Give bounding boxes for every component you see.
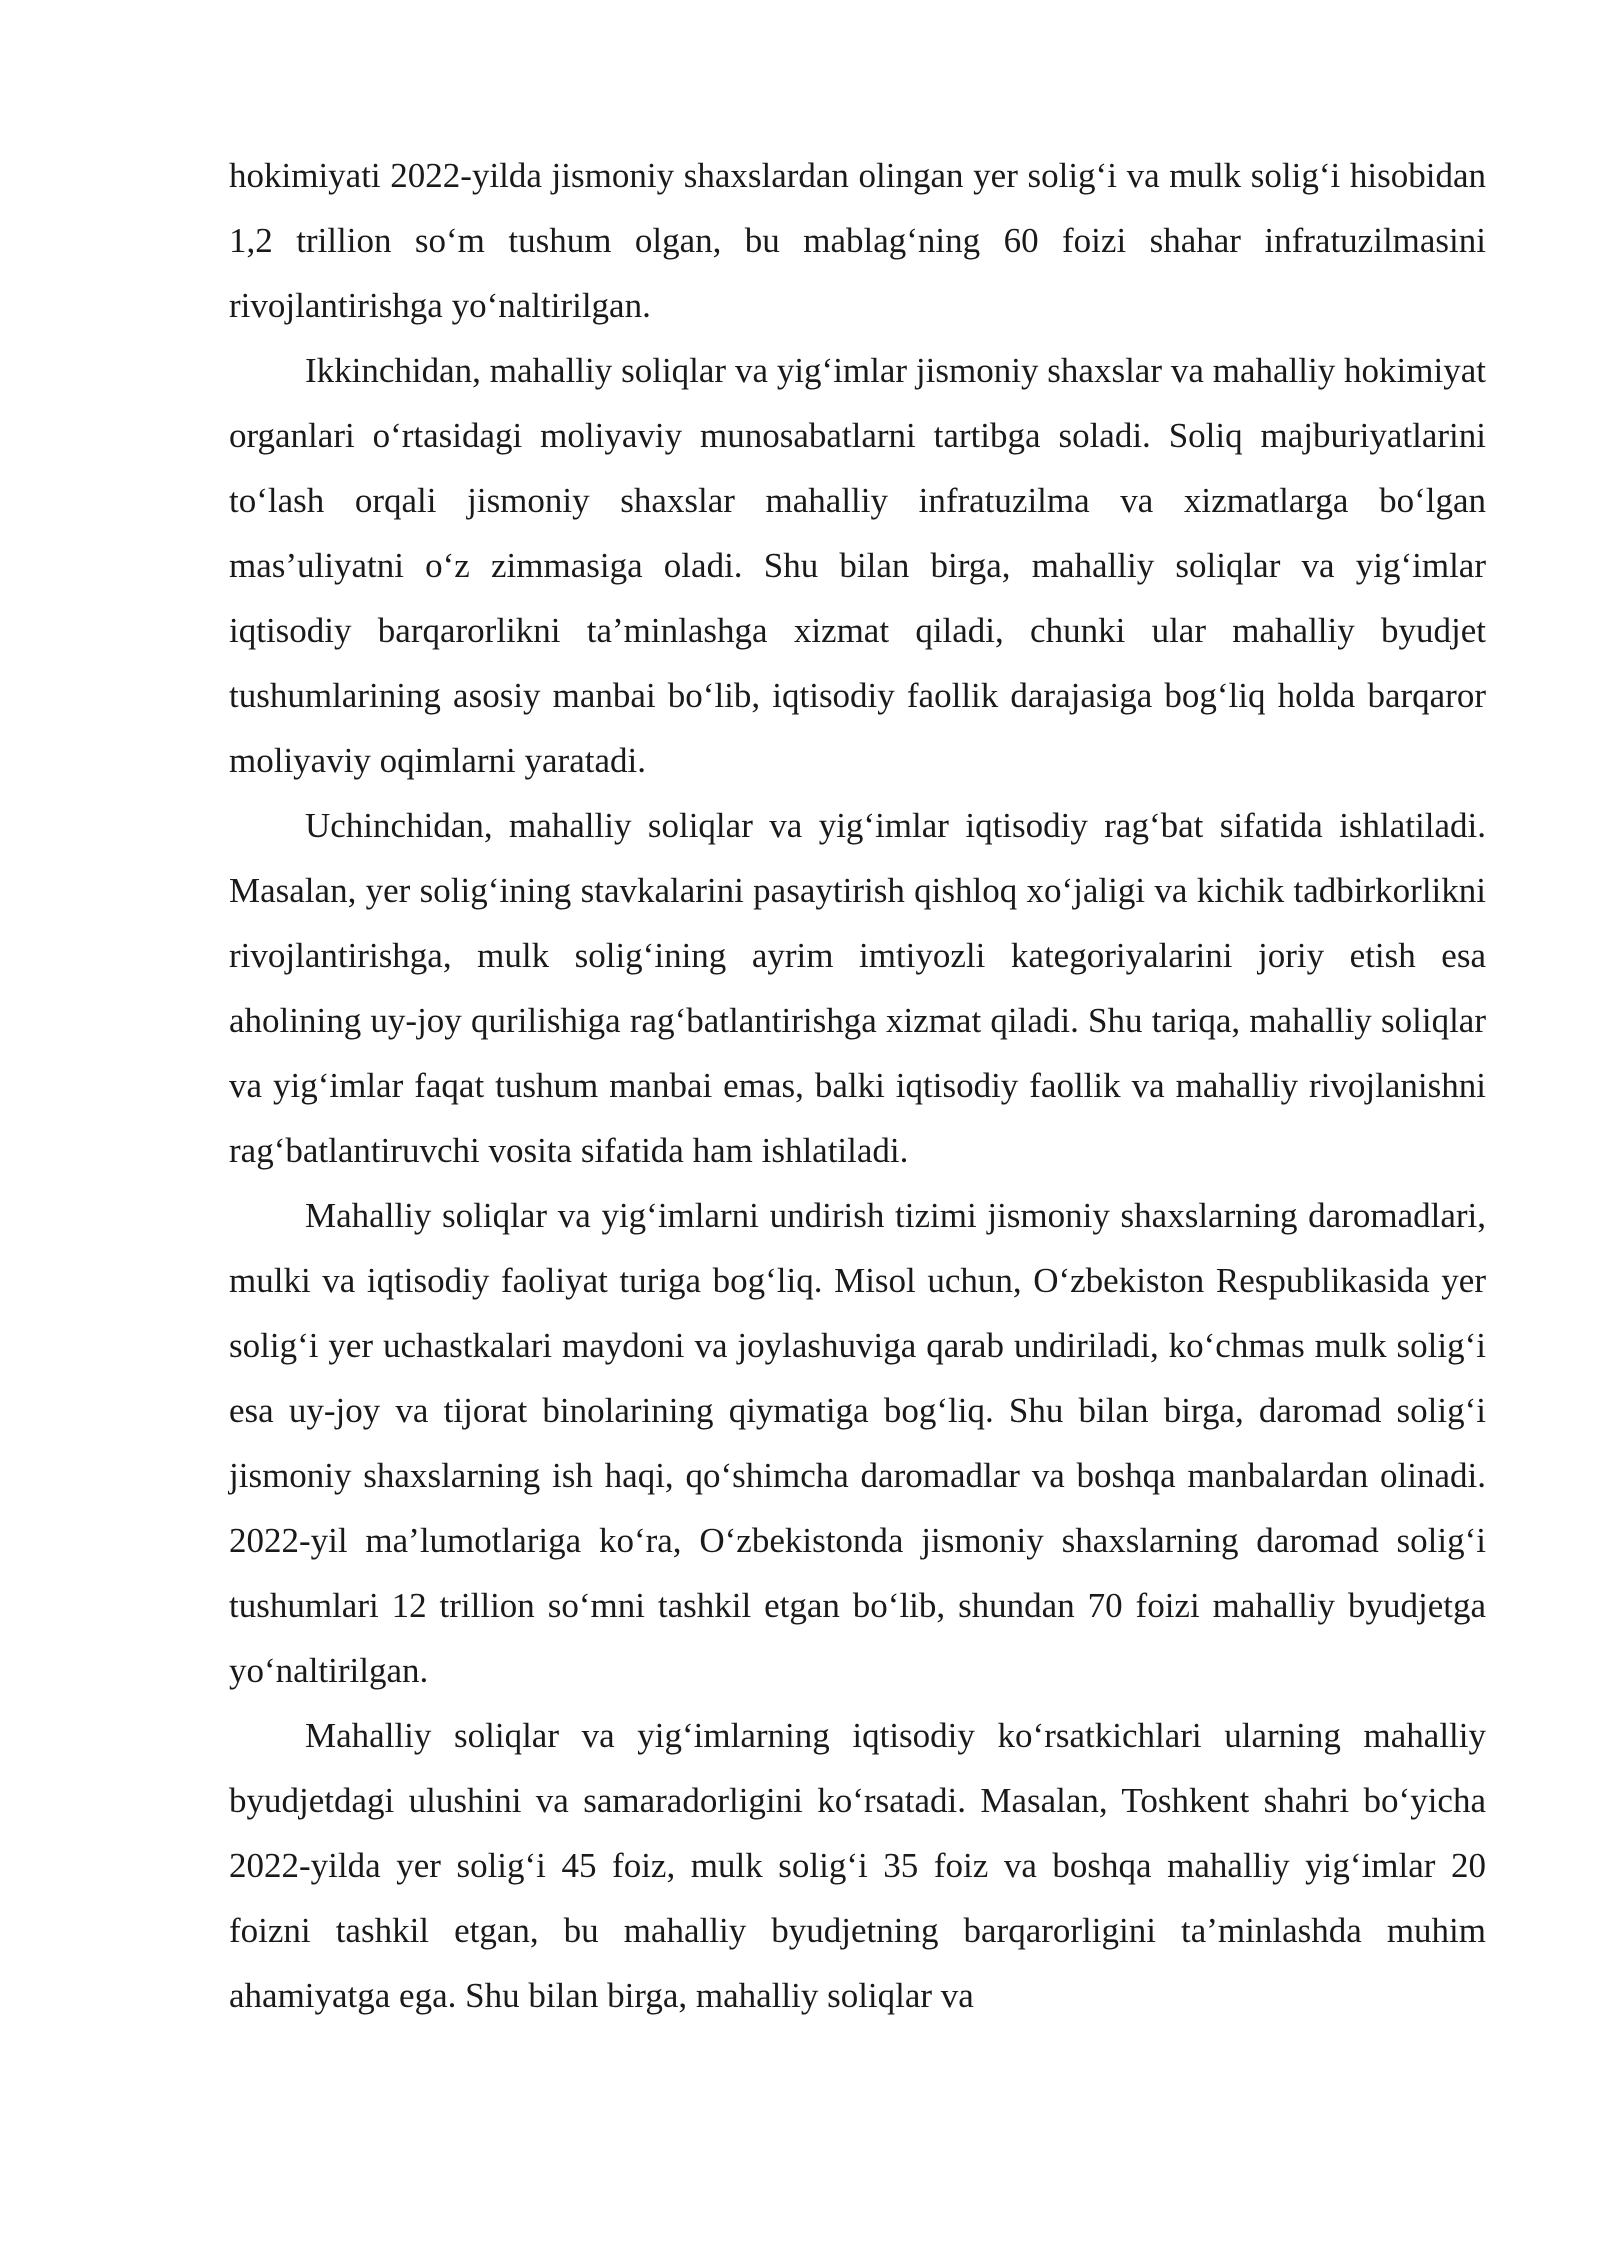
paragraph: Uchinchidan, mahalliy soliqlar va yig‘imlar iqtisodiy rag‘bat sifatida ishlatiladi. Masalan, yer solig‘ining stavkalarini pasaytirish qishloq xo‘jaligi va kichik tadbirkorlikni rivojlantirishga, mulk solig‘ining ayrim imtiyozli kategoriyalarini joriy etish esa aholining uy-joy qurilishiga rag‘batlantirishga xizmat qiladi. Shu tariqa, mahalliy soliqlar va yig‘imlar faqat tushum manbai emas, balki iqtisodiy faollik va mahalliy rivojlanishni rag‘batlantiruvchi vosita sifatida ham ishlatiladi. xyxy=(229,806,1486,1170)
paragraph: hokimiyati 2022-yilda jismoniy shaxslardan olingan yer solig‘i va mulk solig‘i hisobidan 1,2 trillion so‘m tushum olgan, bu mablag‘ning 60 foizi shahar infratuzilmasini rivojlantirishga yo‘naltirilgan. xyxy=(229,156,1486,325)
paragraph: Mahalliy soliqlar va yig‘imlarning iqtisodiy ko‘rsatkichlari ularning mahalliy byudjetdagi ulushini va samaradorligini ko‘rsatadi. Masalan, Toshkent shahri bo‘yicha 2022-yilda yer solig‘i 45 foiz, mulk solig‘i 35 foiz va boshqa mahalliy yig‘imlar 20 foizni tashkil etgan, bu mahalliy byudjetning barqarorligini ta’minlashda muhim ahamiyatga ega. Shu bilan birga, mahalliy soliqlar va xyxy=(229,1716,1486,2015)
document-body xyxy=(229,143,1486,2028)
paragraph: Mahalliy soliqlar va yig‘imlarni undirish tizimi jismoniy shaxslarning daromadlari, mulki va iqtisodiy faoliyat turiga bog‘liq. Misol uchun, O‘zbekiston Respublikasida yer solig‘i yer uchastkalari maydoni va joylashuviga qarab undiriladi, ko‘chmas mulk solig‘i esa uy-joy va tijorat binolarining qiymatiga bog‘liq. Shu bilan birga, daromad solig‘i jismoniy shaxslarning ish haqi, qo‘shimcha daromadlar va boshqa manbalardan olinadi. 2022-yil ma’lumotlariga ko‘ra, O‘zbekistonda jismoniy shaxslarning daromad solig‘i tushumlari 12 trillion so‘mni tashkil etgan bo‘lib, shundan 70 foizi mahalliy byudjetga yo‘naltirilgan. xyxy=(229,1196,1486,1690)
paragraph: Ikkinchidan, mahalliy soliqlar va yig‘imlar jismoniy shaxslar va mahalliy hokimiyat organlari o‘rtasidagi moliyaviy munosabatlarni tartibga soladi. Soliq majburiyatlarini to‘lash orqali jismoniy shaxslar mahalliy infratuzilma va xizmatlarga bo‘lgan mas’uliyatni o‘z zimmasiga oladi. Shu bilan birga, mahalliy soliqlar va yig‘imlar iqtisodiy barqarorlikni ta’minlashga xizmat qiladi, chunki ular mahalliy byudjet tushumlarining asosiy manbai bo‘lib, iqtisodiy faollik darajasiga bog‘liq holda barqaror moliyaviy oqimlarni yaratadi. xyxy=(229,351,1486,780)
